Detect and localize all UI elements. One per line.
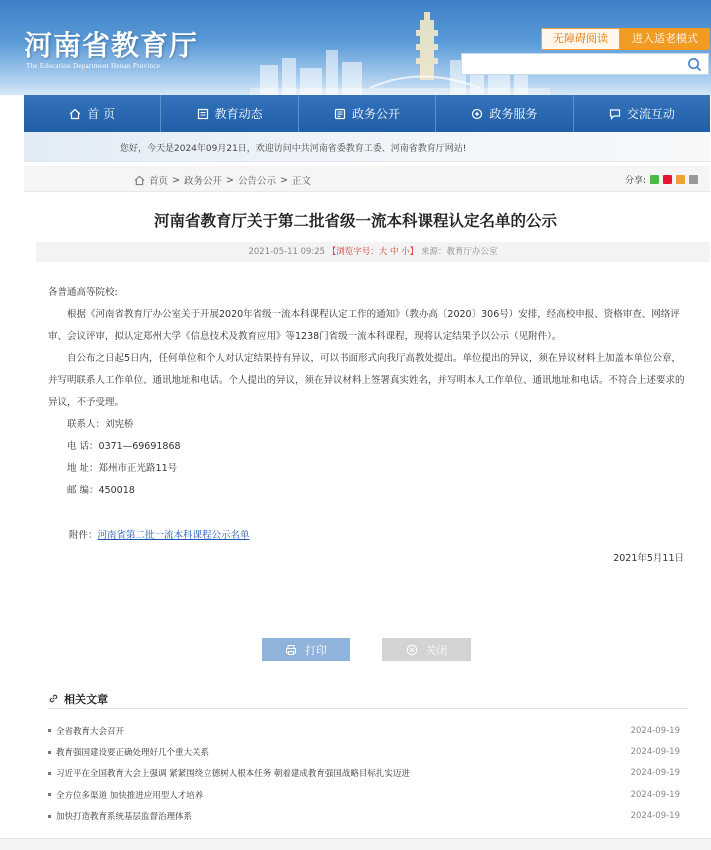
nav-item-gov-affairs[interactable] bbox=[299, 95, 436, 132]
attachment-label: 附件： bbox=[69, 530, 98, 541]
contact-address: 地 址：郑州市正光路11号 bbox=[67, 463, 178, 474]
breadcrumb-separator: > bbox=[172, 174, 180, 186]
site-logo-english: The Education Department Henan Province bbox=[26, 62, 161, 70]
accessibility-reading-button[interactable]: 无障碍阅读 bbox=[541, 28, 620, 50]
site-logo-text[interactable]: 河南省教育厅 bbox=[24, 29, 199, 62]
breadcrumb-separator: > bbox=[226, 174, 234, 186]
wechat-share-icon[interactable] bbox=[650, 175, 659, 184]
elder-mode-button[interactable]: 进入适老模式 bbox=[620, 28, 710, 50]
attachment bbox=[69, 527, 250, 541]
contact-person: 联系人：刘宪桥 bbox=[67, 419, 134, 430]
bullet-icon bbox=[48, 815, 51, 818]
list-item-date: 2024-09-19 bbox=[630, 789, 680, 800]
link-icon bbox=[48, 693, 59, 704]
printer-icon bbox=[285, 644, 297, 656]
breadcrumb-item-gov-affairs[interactable]: 政务公开 bbox=[183, 176, 222, 187]
nav-item-label: 政务公开 bbox=[352, 107, 401, 121]
nav-item-label: 首 页 bbox=[87, 107, 116, 121]
print-label: 打印 bbox=[305, 643, 327, 657]
share-bar bbox=[625, 173, 698, 186]
related-articles-list bbox=[48, 720, 680, 827]
nav-item-news[interactable] bbox=[161, 95, 298, 132]
list-item-title[interactable]: 全省教育大会召开 bbox=[56, 726, 125, 737]
font-size-large[interactable]: 大 bbox=[378, 247, 388, 257]
bullet-icon bbox=[48, 729, 51, 732]
breadcrumb-separator: > bbox=[279, 174, 288, 186]
print-button[interactable] bbox=[262, 638, 350, 661]
breadcrumb-item-current: 正文 bbox=[291, 176, 311, 187]
close-label: 关闭 bbox=[425, 643, 448, 657]
list-item[interactable] bbox=[48, 784, 680, 805]
welcome-text: 您好，今天是2024年09月21日，欢迎访问中共河南省委教育工委、河南省教育厅网站! bbox=[120, 144, 467, 154]
nav-item-home[interactable] bbox=[24, 95, 161, 132]
news-icon bbox=[197, 108, 209, 120]
qzone-share-icon[interactable] bbox=[676, 175, 685, 184]
contact-zip: 邮 编：450018 bbox=[67, 485, 135, 496]
bullet-icon bbox=[48, 772, 51, 775]
bullet-icon bbox=[48, 751, 51, 754]
article-body bbox=[48, 282, 688, 502]
breadcrumb-item-home[interactable]: 首页 bbox=[149, 176, 169, 187]
weibo-share-icon[interactable] bbox=[663, 175, 672, 184]
list-item-date: 2024-09-19 bbox=[630, 768, 680, 779]
nav-item-label: 政务服务 bbox=[489, 107, 538, 121]
list-item-title[interactable]: 全方位多渠道 加快推进应用型人才培养 bbox=[56, 790, 204, 801]
article-date: 2021-05-11 09:25 bbox=[248, 247, 326, 257]
welcome-bar bbox=[24, 132, 710, 162]
paragraph-1: 根据《河南省教育厅办公室关于开展2020年省级一流本科课程认定工作的通知》（教办高〔2020〕306号）安排，经高校申报、资格审查、网络评审、会议评审，拟认定郑州大学《信息技术及教育应用》等1238门省级一流本科课程，现将认定结果予以公示（见附件）。 bbox=[48, 309, 680, 342]
home-icon bbox=[69, 108, 81, 120]
breadcrumb-bar bbox=[24, 166, 710, 192]
search-input[interactable] bbox=[461, 53, 709, 75]
site-header bbox=[0, 0, 711, 95]
nav-item-gov-service[interactable] bbox=[436, 95, 573, 132]
search-icon[interactable] bbox=[687, 57, 702, 72]
list-item-date: 2024-09-19 bbox=[630, 811, 680, 822]
list-item-title[interactable]: 教育强国建设要正确处理好几个重大关系 bbox=[56, 748, 210, 759]
related-articles-title: 相关文章 bbox=[64, 692, 108, 706]
nav-item-label: 教育动态 bbox=[214, 107, 263, 121]
nav-item-interaction[interactable] bbox=[574, 95, 710, 132]
nav-item-label: 交流互动 bbox=[626, 107, 675, 121]
paragraph-2: 自公布之日起5日内，任何单位和个人对认定结果持有异议，可以书面形式向我厅高教处提出。单位提出的异议，须在异议材料上加盖本单位公章，并写明联系人工作单位、通讯地址和电话。个人提出的异议，须在异议材料上签署真实姓名，并写明本人工作单位、通讯地址和电话。不符合上述要求的异议，不予受理。 bbox=[48, 353, 685, 408]
home-icon bbox=[134, 175, 145, 186]
more-share-icon[interactable] bbox=[689, 175, 698, 184]
article-source: 来源：教育厅办公室 bbox=[420, 247, 498, 257]
breadcrumb-item-notices[interactable]: 公告公示 bbox=[237, 176, 276, 187]
close-button[interactable] bbox=[382, 638, 471, 661]
list-item-date: 2024-09-19 bbox=[630, 725, 680, 736]
related-articles-header bbox=[48, 689, 688, 709]
font-size-medium[interactable]: 中 bbox=[390, 247, 399, 257]
sign-date: 2021年5月11日 bbox=[613, 553, 684, 564]
font-size-switcher: 【浏览字号：大 中 小】 bbox=[327, 247, 419, 257]
list-item[interactable] bbox=[48, 763, 680, 784]
list-item-date: 2024-09-19 bbox=[630, 747, 680, 758]
list-item-title[interactable]: 加快打造教育系统基层监督治理体系 bbox=[56, 812, 193, 823]
breadcrumb bbox=[134, 173, 311, 187]
article-title: 河南省教育厅关于第二批省级一流本科课程认定名单的公示 bbox=[153, 212, 557, 230]
font-size-small[interactable]: 小 bbox=[401, 247, 410, 257]
service-icon bbox=[471, 108, 483, 120]
main-nav bbox=[24, 95, 710, 132]
share-label: 分享: bbox=[624, 176, 646, 186]
doc-icon bbox=[334, 108, 346, 120]
list-item[interactable] bbox=[48, 806, 680, 827]
chat-icon bbox=[609, 108, 621, 120]
attachment-link[interactable]: 河南省第二批一流本科课程公示名单 bbox=[97, 530, 250, 541]
list-item[interactable] bbox=[48, 720, 680, 741]
contact-phone: 电 话：0371—69691868 bbox=[67, 441, 181, 452]
bullet-icon bbox=[48, 793, 51, 796]
salutation: 各普通高等院校: bbox=[48, 287, 118, 298]
article-meta bbox=[36, 242, 710, 262]
list-item[interactable] bbox=[48, 741, 680, 762]
close-icon bbox=[406, 644, 418, 656]
list-item-title[interactable]: 习近平在全国教育大会上强调 紧紧围绕立德树人根本任务 朝着建成教育强国战略目标扎实迈进 bbox=[56, 769, 410, 780]
footer-strip bbox=[0, 838, 711, 850]
